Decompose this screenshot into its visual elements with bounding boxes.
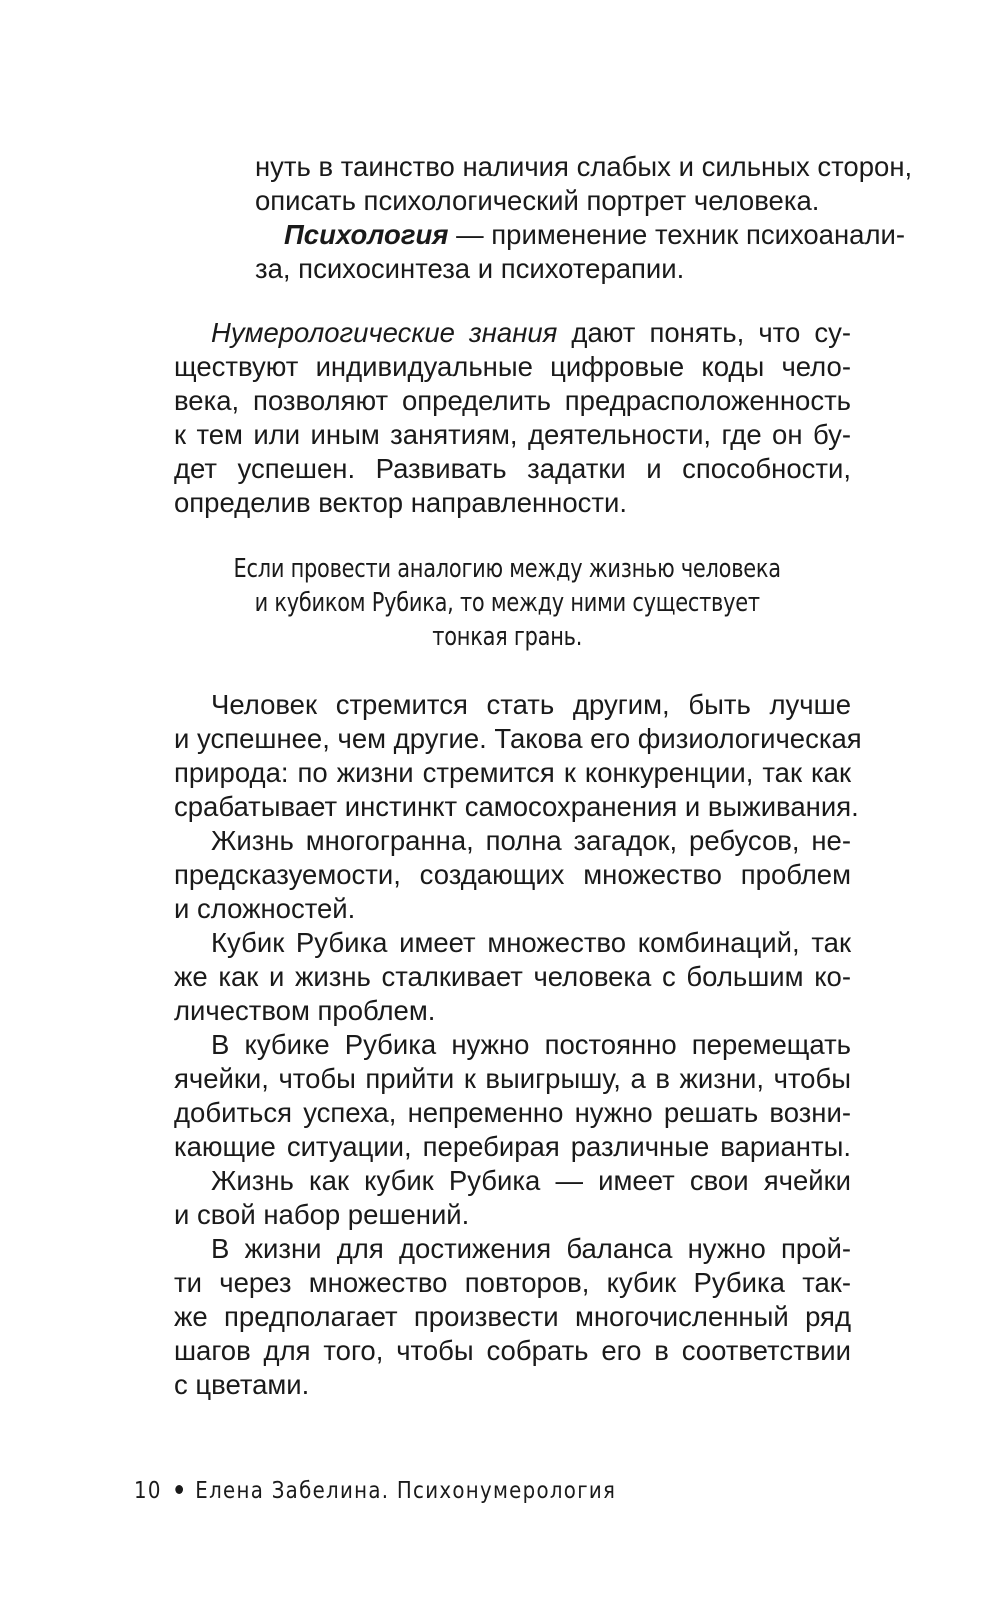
p5-line-2: и свой набор решений. (174, 1199, 470, 1230)
quote-line-3: тонкая грань. (432, 622, 583, 652)
intro-line-2: описать психологический портрет человека. (255, 185, 820, 216)
p2-line-2: предсказуемости, создающих множество проблем (174, 859, 851, 890)
page-number: 10 (134, 1478, 162, 1504)
p5-line-1: Жизнь как кубик Рубика — имеет свои ячейки (211, 1165, 851, 1196)
term-psychology: Психология (284, 219, 449, 250)
numerology-line-1 (211, 316, 851, 350)
p4-line-2: ячейки, чтобы прийти к выигрышу, а в жизни, чтобы (174, 1063, 851, 1094)
p6-line-1: В жизни для достижения баланса нужно прой- (211, 1233, 851, 1264)
p3-line-2: же как и жизнь сталкивает человека с большим ко- (174, 961, 851, 992)
page-footer (134, 1476, 616, 1506)
p1-line-3: природа: по жизни стремится к конкуренции, так как (174, 757, 851, 788)
numerology-line-3: века, позволяют определить предрасположенность (174, 385, 851, 416)
numerology-line-5: дет успешен. Развивать задатки и способности, (174, 453, 851, 484)
quote-line-2: и кубиком Рубика, то между ними существует (254, 588, 760, 618)
quote-line-1: Если провести аналогию между жизнью человека (233, 554, 781, 584)
p6-line-3: же предполагает произвести многочисленный ряд (174, 1301, 851, 1332)
p3-line-3: личеством проблем. (174, 995, 436, 1026)
p6-line-2: ти через множество повторов, кубик Рубика так- (174, 1267, 851, 1298)
intro-line-3-rest: — применение техник психоанали- (448, 219, 906, 250)
bullet-separator-icon (176, 1485, 184, 1494)
p6-line-4: шагов для того, чтобы собрать его в соответствии (174, 1335, 851, 1366)
p4-line-1: В кубике Рубика нужно постоянно перемещать (211, 1029, 851, 1060)
p2-line-1: Жизнь многогранна, полна загадок, ребусов, не- (211, 825, 851, 856)
p4-line-4: кающие ситуации, перебирая различные варианты. (174, 1131, 851, 1162)
p4-line-3: добиться успеха, непременно нужно решать возни- (174, 1097, 851, 1128)
numerology-line-6: определив вектор направленности. (174, 487, 627, 518)
numerology-line-1-rest: дают понять, что су- (557, 317, 851, 348)
p2-line-3: и сложностей. (174, 893, 356, 924)
p3-line-1: Кубик Рубика имеет множество комбинаций, так (211, 927, 851, 958)
p6-line-5: с цветами. (174, 1369, 310, 1400)
numerology-line-4: к тем или иным занятиям, деятельности, где он бу- (174, 419, 851, 450)
term-numerology: Нумерологические знания (211, 317, 558, 348)
intro-line-3 (284, 218, 906, 252)
p1-line-1: Человек стремится стать другим, быть лучше (211, 689, 851, 720)
p1-line-4: срабатывает инстинкт самосохранения и выживания. (174, 791, 859, 822)
p1-line-2: и успешнее, чем другие. Такова его физиологическая (174, 723, 862, 754)
running-title: Елена Забелина. Психонумерология (195, 1478, 617, 1504)
numerology-line-2: ществуют индивидуальные цифровые коды чело- (174, 351, 851, 382)
intro-line-1: нуть в таинство наличия слабых и сильных сторон, (255, 151, 913, 182)
intro-line-4: за, психосинтеза и психотерапии. (255, 253, 685, 284)
